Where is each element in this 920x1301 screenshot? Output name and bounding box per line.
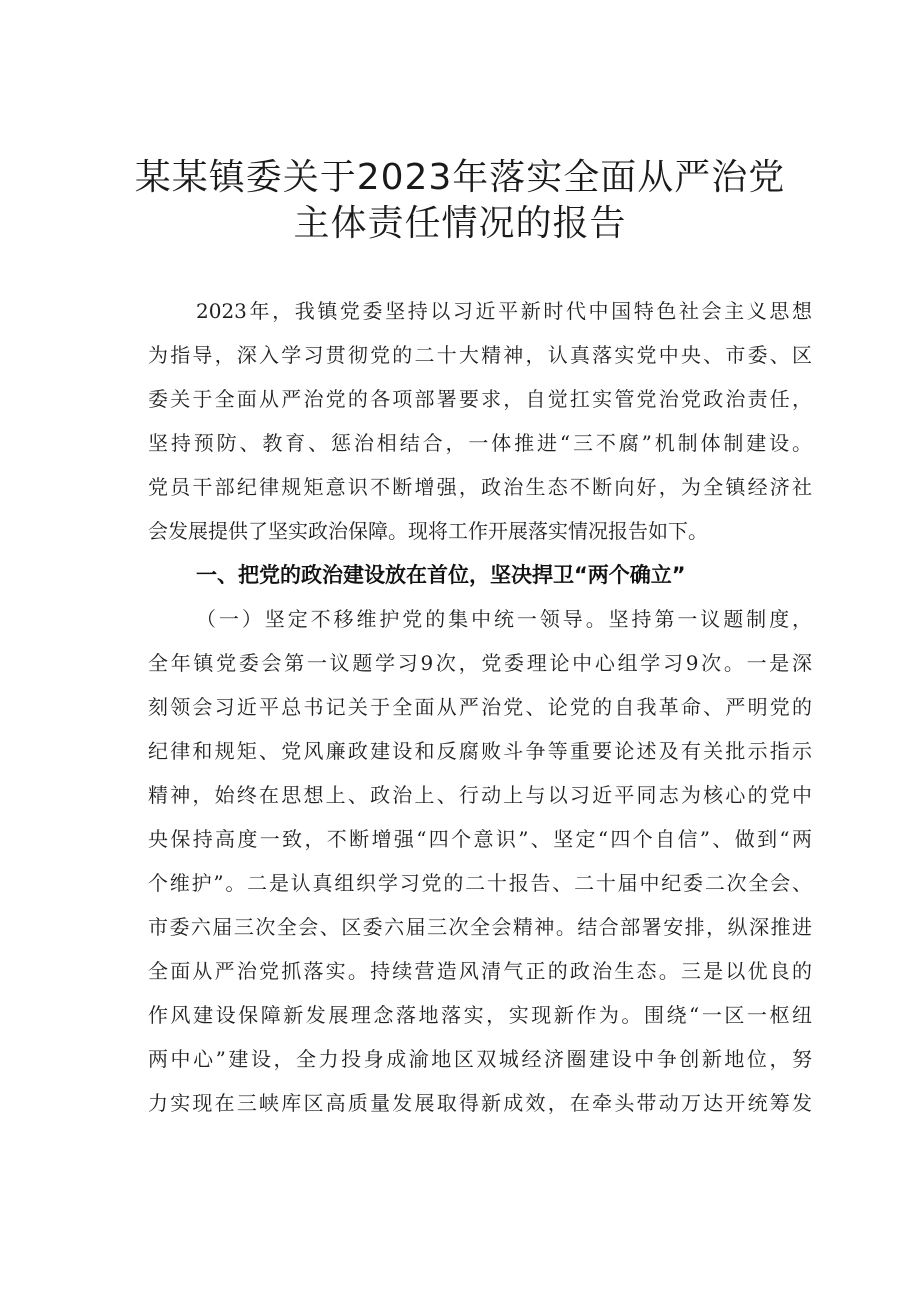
section-paragraph-line: 刻领会习近平总书记关于全面从严治党、论党的自我革命、严明党的: [148, 695, 812, 719]
section-paragraph-line: 市委六届三次全会、区委六届三次全会精神。结合部署安排，纵深推进: [148, 915, 812, 939]
section-paragraph-line: 两中心”建设，全力投身成渝地区双城经济圈建设中争创新地位，努: [148, 1047, 812, 1071]
section-paragraph-line: 纪律和规矩、党风廉政建设和反腐败斗争等重要论述及有关批示指示: [148, 739, 812, 763]
intro-paragraph-line: 为指导，深入学习贯彻党的二十大精神，认真落实党中央、市委、区: [148, 343, 812, 367]
section-paragraph-line: 全年镇党委会第一议题学习9次，党委理论中心组学习9次。一是深: [148, 651, 812, 675]
document-title-line-2: 主体责任情况的报告: [293, 203, 627, 244]
intro-paragraph-line: 党员干部纪律规矩意识不断增强，政治生态不断向好，为全镇经济社: [148, 475, 812, 499]
intro-paragraph-line: 2023年，我镇党委坚持以习近平新时代中国特色社会主义思想: [196, 299, 812, 323]
intro-paragraph-line: 会发展提供了坚实政治保障。现将工作开展落实情况报告如下。: [148, 519, 708, 543]
section-paragraph-line: 个维护”。二是认真组织学习党的二十报告、二十届中纪委二次全会、: [148, 871, 812, 895]
intro-paragraph-line: 委关于全面从严治党的各项部署要求，自觉扛实管党治党政治责任，: [148, 387, 812, 411]
section-paragraph-line: 力实现在三峡库区高质量发展取得新成效，在牵头带动万达开统筹发: [148, 1091, 812, 1115]
document-title-line-1: 某某镇委关于2023年落实全面从严治党: [134, 157, 786, 198]
section-paragraph-line: 全面从严治党抓落实。持续营造风清气正的政治生态。三是以优良的: [148, 959, 812, 983]
section-paragraph-line: 作风建设保障新发展理念落地落实，实现新作为。围绕“一区一枢纽: [148, 1003, 812, 1027]
section-paragraph-line: （一）坚定不移维护党的集中统一领导。坚持第一议题制度，: [196, 607, 812, 631]
section-paragraph-line: 央保持高度一致，不断增强“四个意识”、坚定“四个自信”、做到“两: [148, 827, 812, 851]
section-paragraph-line: 精神，始终在思想上、政治上、行动上与以习近平同志为核心的党中: [148, 783, 812, 807]
intro-paragraph-line: 坚持预防、教育、惩治相结合，一体推进“三不腐”机制体制建设。: [148, 431, 812, 455]
section-heading: 一、把党的政治建设放在首位，坚决捍卫“两个确立”: [196, 563, 686, 587]
